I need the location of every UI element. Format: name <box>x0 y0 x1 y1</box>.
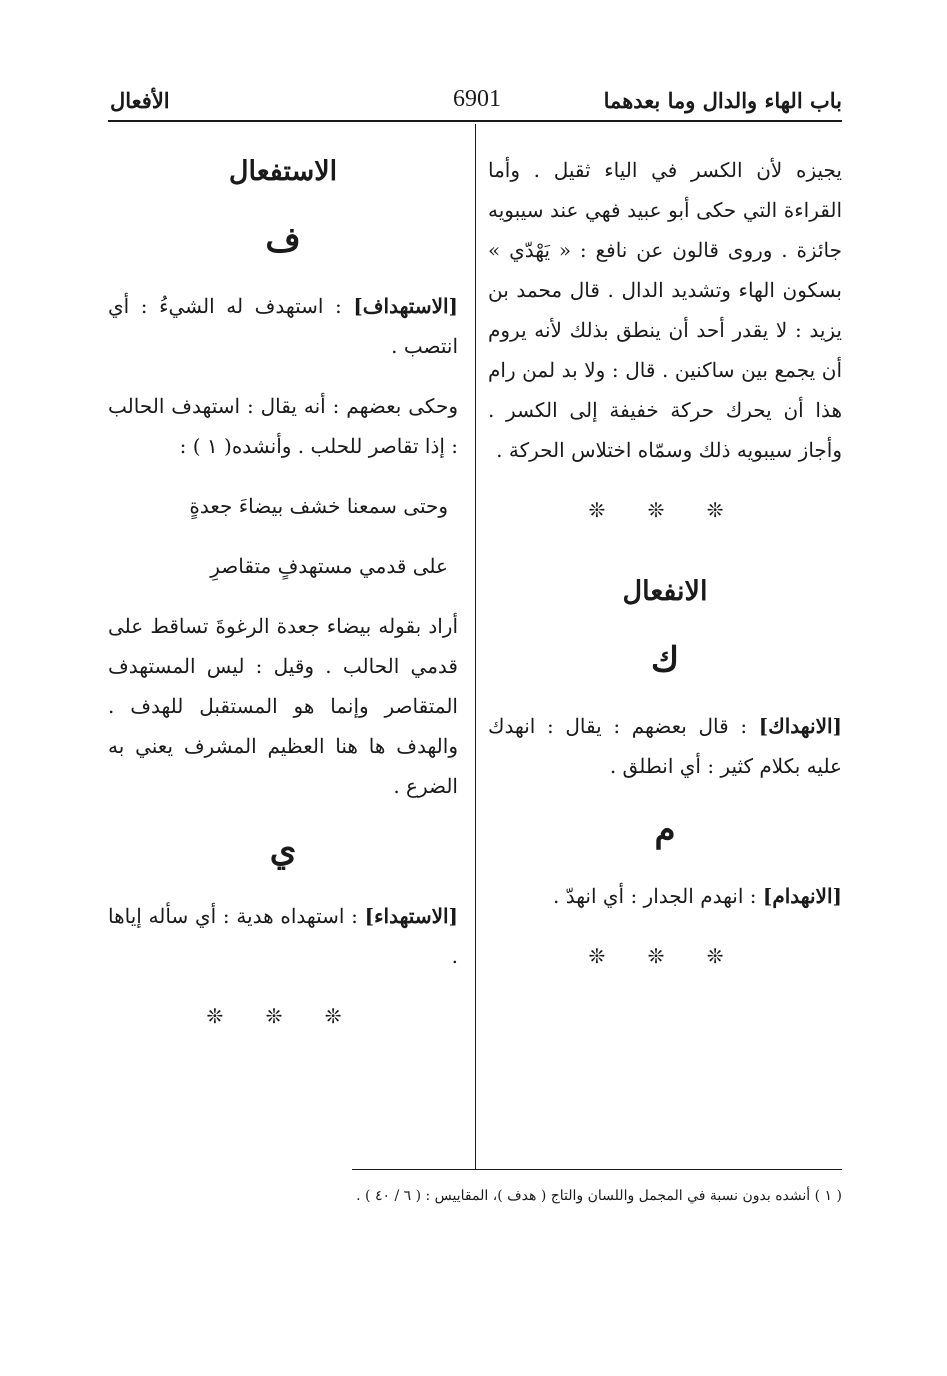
letter-heading-fa: ف <box>265 220 301 260</box>
paragraph-text: أراد بقوله بيضاء جعدة الرغوةَ تساقط على قدمي الحالب . وقيل : ليس المستهدف المتقاصر وإنما هو المستقبل للهدف . والهدف ها هنا العظيم المشرف يعني به الضرع . <box>108 614 458 798</box>
entry-istihdaf <box>108 286 458 366</box>
section-heading: الأفعال <box>110 88 170 113</box>
entry-term: [الاستهداء] <box>364 904 458 928</box>
page-number: 6901 <box>453 86 501 112</box>
left-column <box>108 150 458 1076</box>
entry-text: : انهدم الجدار : أي انهدّ . <box>552 884 763 908</box>
letter-heading-kaf: ك <box>650 640 680 680</box>
entry-text: : استهدف له الشيءُ : أي انتصب . <box>108 294 458 358</box>
section-title-istifal: الاستفعال <box>228 156 338 187</box>
section-title-infial: الانفعال <box>622 576 708 607</box>
entry-term: [الاستهداف] <box>353 294 458 318</box>
separator-stars: ❊ ❊ ❊ <box>588 498 742 522</box>
entry-istihda <box>108 896 458 976</box>
verse-line-2: على قدمي مستهدفٍ متقاصرِ <box>210 554 448 578</box>
letter-heading-ya: ي <box>269 830 297 870</box>
footnote: ( ١ ) أنشده بدون نسبة في المجمل واللسان والتاج ( هدف )، المقاييس : ( ٦ / ٤٠ ) . <box>356 1188 842 1204</box>
letter-heading-mim: م <box>654 810 676 850</box>
separator-stars: ❊ ❊ ❊ <box>206 1004 360 1028</box>
page-header <box>108 84 842 122</box>
paragraph-text: وحكى بعضهم : أنه يقال : استهدف الحالب : إذا تقاصر للحلب . وأنشده( ١ ) : <box>108 394 458 458</box>
entry-text: : قال بعضهم : يقال : انهدك عليه بكلام كثير : أي انطلق . <box>488 714 842 778</box>
entry-inhidak <box>488 706 842 786</box>
paragraph-text: يجيزه لأن الكسر في الياء ثقيل . وأما القراءة التي حكى أبو عبيد فهي عند سيبويه جائزة . وروى قالون عن نافع : « يَهْدّي » بسكون الهاء وتشديد الدال . قال محمد بن يزيد : لا يقدر أحد أن ينطق بذلك لأنه يروم أن يجمع بين ساكنين . قال : ولا بد لمن رام هذا أن يحرك حركة خفيفة إلى الكسر . وأجاز سيبويه ذلك وسمّاه اختلاس الحركة . <box>488 158 842 462</box>
entry-term: [الانهدام] <box>762 884 842 908</box>
verse-line-1: وحتى سمعنا خشف بيضاءَ جعدةٍ <box>189 494 448 518</box>
entry-text: : استهداه هدية : أي سأله إياها . <box>108 904 458 968</box>
entry-term: [الانهداك] <box>758 714 842 738</box>
right-column <box>488 150 842 1016</box>
separator-stars: ❊ ❊ ❊ <box>588 944 742 968</box>
footnote-rule <box>352 1169 842 1170</box>
chapter-title: باب الهاء والدال وما بعدهما <box>603 88 842 113</box>
entry-inhidam <box>488 876 842 916</box>
column-divider <box>475 124 476 1169</box>
